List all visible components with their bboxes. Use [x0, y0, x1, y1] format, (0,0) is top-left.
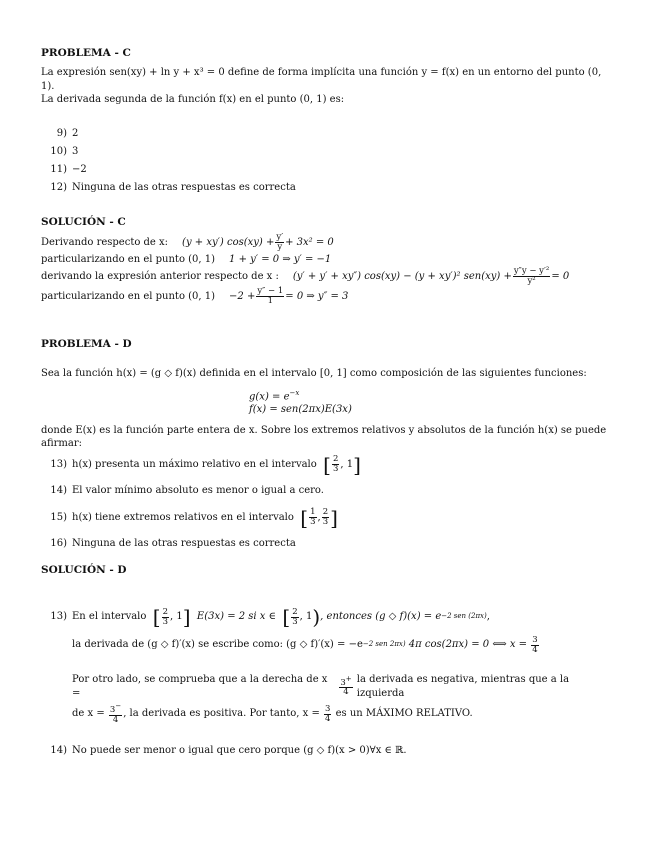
option-9: 9) 2 [56, 127, 79, 139]
g-definition: $g(x) = e^{-x}$ [249, 388, 300, 402]
option-12: 12) Ninguna de las otras respuestas es correcta [50, 181, 296, 193]
function-definitions [249, 389, 616, 416]
f-definition: f(x) = sen(2πx)E(3x) [249, 403, 352, 415]
problema-d-after-1: donde E(x) es la función parte entera de x. Sobre los extremos relativos y absolutos de la función h(x) se puede [41, 424, 607, 436]
solucion-c-title: SOLUCIÓN - C [41, 215, 126, 228]
solucion-13-line-2: la derivada de (g ◇ f)′(x) se escribe como: (g ◇ f)′(x) = −e −2 sen 2πx) 4π cos(2πx) = 0 ⟺ x = $\frac{3}{4}$ [72, 634, 538, 655]
paragraph-line-1: Por otro lado, se comprueba que a la derecha de x = $\frac{3^+}{4}$ la derivada es negativa, mientras que a la izquierda [72, 674, 570, 699]
solucion-c-line-1: Derivando respecto de x: (y + xy′) cos(xy) + $\frac{y'}{y}$ + 3x² = 0 [41, 232, 334, 253]
solucion-d-body [41, 603, 616, 760]
option-15: 15) h(x) tiene extremos relativos en el intervalo [ $\frac{1}{3}$ , $\frac{2}{3}$ ] [50, 505, 338, 530]
option-13: 13) h(x) presenta un máximo relativo en el intervalo [ $\frac{2}{3}$ , 1 ] [50, 452, 361, 477]
problema-d-title: PROBLEMA - D [41, 337, 132, 350]
solucion-c-line-4: particularizando en el punto (0, 1) −2 + $\frac{y'' - 1}{1}$ = 0 ⇒ y″ = 3 [41, 286, 349, 307]
problema-c-title: PROBLEMA - C [41, 47, 131, 59]
solucion-c-line-2: particularizando en el punto (0, 1) 1 + y′ = 0 ⇒ y′ = −1 [41, 254, 332, 266]
option-11: 11) −2 [50, 163, 87, 175]
problema-c-options [41, 125, 616, 197]
document-page [41, 46, 616, 760]
solucion-c-body [41, 233, 616, 307]
solucion-14: 14) No puede ser menor o igual que cero porque (g ◇ f)(x > 0)∀x ∈ ℝ. [50, 745, 407, 757]
solucion-d-title: SOLUCIÓN - D [41, 563, 127, 576]
solucion-13-paragraph [41, 673, 616, 728]
problema-d-intro: Sea la función h(x) = (g ◇ f)(x) definida en el intervalo [0, 1] como composición de las siguientes funciones: [41, 368, 587, 380]
problema-d-options [41, 451, 616, 555]
paragraph-line-2: de x = $\frac{3^-}{4}$ , la derivada es positiva. Por tanto, x = $\frac{3}{4}$ es un MÁXIMO RELATIVO. [72, 702, 473, 725]
option-16: 16) Ninguna de las otras respuestas es correcta [50, 538, 296, 550]
solucion-13-line-1: 13) En el intervalo [ $\frac{2}{3}$ , 1 ] E(3x) = 2 si x ∈ [ $\frac{2}{3}$ , 1 ) , entonces (g ◇ f)(x) = e −2 sen (2πx) , [50, 605, 490, 630]
problema-c-statement-1: La expresión sen(xy) + ln y + x³ = 0 define de forma implícita una función y = f(x) en un entorno del punto (0, 1). [41, 67, 602, 92]
solucion-c-line-3: derivando la expresión anterior respecto de x : (y′ + y′ + xy″) cos(xy) − (y + xy′)² sen(xy) + $\frac{\text{y″y − y′²}}{\text{y²}}$ = 0 [41, 266, 570, 287]
problema-d-after-2: afirmar: [41, 438, 83, 450]
option-14: 14) El valor mínimo absoluto es menor o igual a cero. [50, 485, 324, 497]
problema-c-statement-2: La derivada segunda de la función f(x) en el punto (0, 1) es: [41, 94, 345, 106]
option-10: 10) 3 [50, 145, 79, 157]
